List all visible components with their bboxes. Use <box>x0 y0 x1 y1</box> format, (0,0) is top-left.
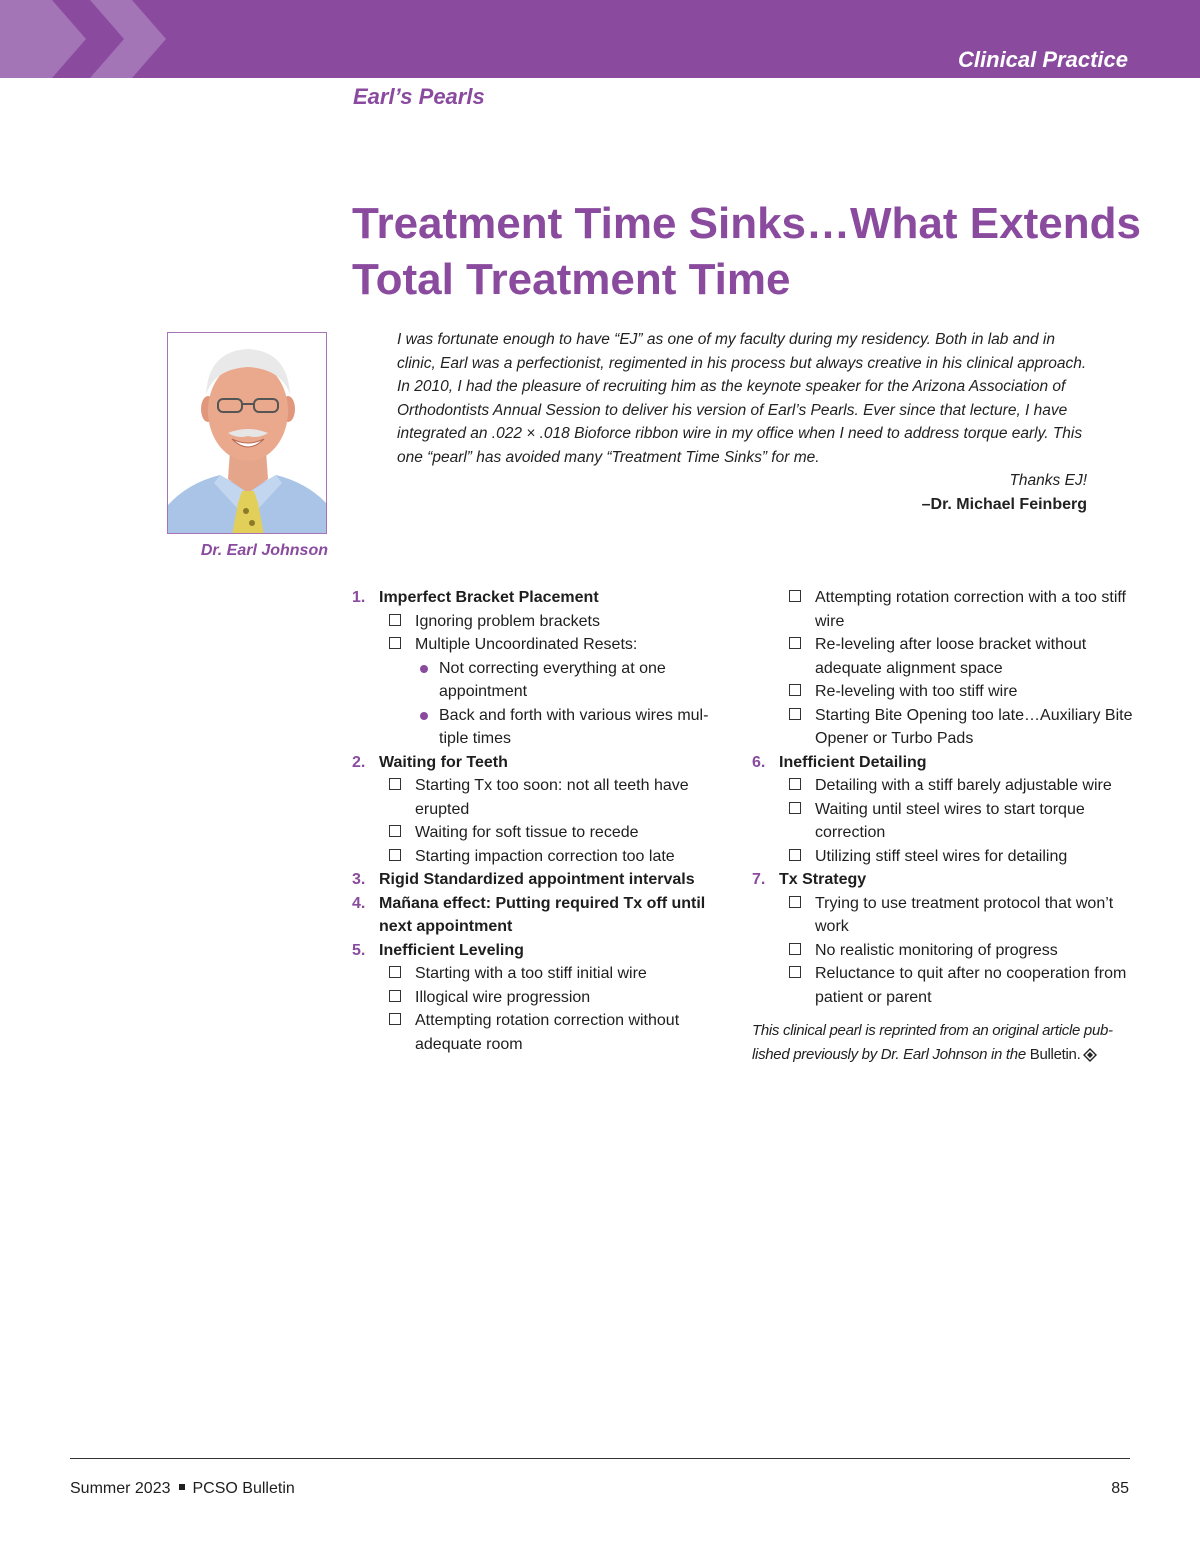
sub-item <box>752 704 1142 751</box>
checkbox-icon <box>789 637 801 649</box>
sub-item-text: Waiting for soft tissue to recede <box>415 824 639 841</box>
square-bullet-icon <box>179 1484 185 1490</box>
checkbox-icon <box>789 590 801 602</box>
sub-item <box>352 1009 732 1056</box>
checkbox-icon <box>389 614 401 626</box>
list-item <box>752 868 1142 892</box>
sub-item <box>352 845 732 869</box>
sub-item-text: Starting Bite Opening too late…Auxiliary Bite Opener or Turbo Pads <box>815 706 1133 747</box>
item-title: Tx Strategy <box>779 871 867 888</box>
sub-item <box>752 798 1142 845</box>
sub-item <box>352 774 732 821</box>
checkbox-icon <box>389 637 401 649</box>
sub-item-text: Attempting rotation correction with a too stiff wire <box>815 589 1126 630</box>
item-title: Imperfect Bracket Placement <box>379 589 599 606</box>
portrait-illustration <box>168 333 327 534</box>
sub-item <box>752 892 1142 939</box>
footer-issue <box>70 1480 295 1498</box>
sub-item-text: Waiting until steel wires to start torque correction <box>815 800 1085 841</box>
sub-item-text: Starting Tx too soon: not all teeth have erupted <box>415 777 689 818</box>
sub-item <box>752 633 1142 680</box>
title-line-1: Treatment Time Sinks…What Extends <box>352 199 1141 248</box>
footer-rule <box>70 1458 1130 1459</box>
intro-block <box>397 328 1087 516</box>
sub-item <box>352 821 732 845</box>
sub-item <box>352 633 732 657</box>
sub-item-text: Starting with a too stiff initial wire <box>415 965 647 982</box>
item-title: Mañana effect: Putting required Tx off until next appointment <box>379 894 706 935</box>
footer-publication: PCSO Bulletin <box>192 1480 295 1497</box>
title-line-2: Total Treatment Time <box>352 255 791 304</box>
item-number: 6. <box>752 753 766 771</box>
list-item <box>352 892 732 939</box>
bullet-text: Back and forth with various wires mul-tiple times <box>439 706 709 747</box>
bullet-text: Not correcting everything at one appointment <box>439 659 666 700</box>
sub-item-text: Re-leveling with too stiff wire <box>815 683 1018 700</box>
sub-item <box>352 986 732 1010</box>
bullet-item <box>352 704 732 751</box>
checkbox-icon <box>789 966 801 978</box>
checkbox-icon <box>789 802 801 814</box>
end-mark-icon <box>1083 1048 1097 1062</box>
checkbox-icon <box>389 778 401 790</box>
article-title <box>352 196 1152 308</box>
sub-item-text: Ignoring problem brackets <box>415 612 600 630</box>
sub-item-text: Attempting rotation correction without adequate room <box>415 1012 680 1053</box>
photo-caption: Dr. Earl Johnson <box>200 542 328 559</box>
header-banner <box>0 0 1200 78</box>
sub-item-text: Reluctance to quit after no cooperation from patient or parent <box>815 965 1127 1006</box>
checkbox-icon <box>389 1013 401 1025</box>
signature: –Dr. Michael Feinberg <box>921 495 1087 513</box>
list-item <box>752 751 1142 775</box>
page-number: 85 <box>1111 1480 1129 1497</box>
checkbox-icon <box>389 966 401 978</box>
item-number: 7. <box>752 871 766 888</box>
checkbox-icon <box>389 990 401 1002</box>
sub-item-text: Trying to use treatment protocol that won’t work <box>815 894 1114 935</box>
sub-item <box>352 962 732 986</box>
item-title: Inefficient Leveling <box>379 941 524 959</box>
column-label: Earl’s Pearls <box>353 84 485 109</box>
bullet-item <box>352 657 732 704</box>
item-title: Rigid Standardized appointment intervals <box>379 871 695 888</box>
sub-item-text: Utilizing stiff steel wires for detailing <box>815 847 1068 865</box>
sub-item <box>752 680 1142 704</box>
sub-item-text: Detailing with a stiff barely adjustable wire <box>815 777 1112 794</box>
sub-item <box>752 845 1142 869</box>
sub-item-text: No realistic monitoring of progress <box>815 941 1058 959</box>
sub-item-text: Illogical wire progression <box>415 988 591 1006</box>
sub-item-text: Starting impaction correction too late <box>415 847 675 865</box>
section-label: Clinical Practice <box>958 47 1128 72</box>
sub-item <box>752 774 1142 798</box>
list-item <box>352 586 732 610</box>
footer-issue-date: Summer 2023 <box>70 1480 171 1497</box>
item-number: 5. <box>352 941 366 959</box>
bullet-icon <box>420 712 428 720</box>
checkbox-icon <box>789 684 801 696</box>
list-item <box>352 868 732 892</box>
reprint-note <box>752 1019 1142 1066</box>
sub-item-text: Re-leveling after loose bracket without adequate alignment space <box>815 636 1087 677</box>
note-publication: Bulletin. <box>1029 1045 1081 1063</box>
checkbox-icon <box>389 849 401 861</box>
sub-item-text: Multiple Uncoordinated Resets: <box>415 636 638 653</box>
checkbox-icon <box>789 896 801 908</box>
checkbox-icon <box>789 943 801 955</box>
thanks-line: Thanks EJ! <box>1009 472 1087 489</box>
item-number: 2. <box>352 753 366 771</box>
sub-item <box>352 610 732 634</box>
chevron-decoration-icon <box>0 0 200 78</box>
sub-item <box>752 586 1142 633</box>
list-column-right <box>752 586 1142 1066</box>
intro-text: I was fortunate enough to have “EJ” as one of my faculty during my residency. Both in lab and in clinic, Earl was a perfectionist, regimented in his process but always creative in his clinical approach. In 2010, I had the pleasure of recruiting him as the keynote speaker for the Arizona Association of Orthodontists Annual Session to deliver his version of Earl’s Pearls. Ever since that lecture, I have integrated an .022 × .018 Bioforce ribbon wire in my office when I need to address torque early. This one “pearl” has avoided many “Treatment Time Sinks” for me. <box>397 331 1087 466</box>
checkbox-icon <box>789 778 801 790</box>
sub-item <box>752 939 1142 963</box>
note-text: This clinical pearl is reprinted from an original article pub-lished previously by Dr. Earl Johnson in the <box>752 1022 1113 1063</box>
item-title: Inefficient Detailing <box>779 753 927 771</box>
bullet-icon <box>420 665 428 673</box>
item-number: 4. <box>352 894 366 912</box>
list-item <box>352 939 732 963</box>
list-item <box>352 751 732 775</box>
item-number: 3. <box>352 871 366 888</box>
list-column-left <box>352 586 732 1056</box>
checkbox-icon <box>389 825 401 837</box>
item-number: 1. <box>352 589 366 606</box>
item-title: Waiting for Teeth <box>379 753 508 771</box>
checkbox-icon <box>789 849 801 861</box>
sub-item <box>752 962 1142 1009</box>
checkbox-icon <box>789 708 801 720</box>
author-photo <box>167 332 327 534</box>
